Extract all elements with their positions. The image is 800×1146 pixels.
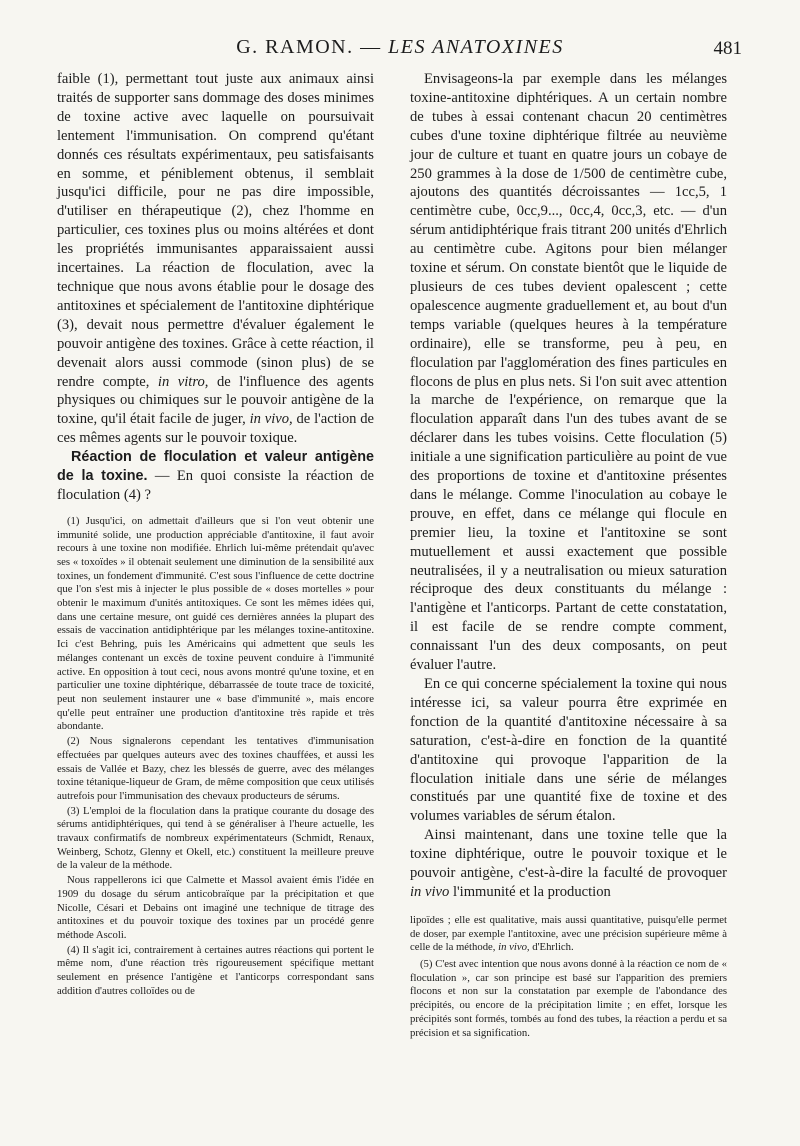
left-column — [57, 70, 374, 998]
footnote: Nous rappellerons ici que Calmette et Massol avaient émis l'idée en 1909 du dosage du sérum anticobraïque par la précipitation et que Nicolle, Césari et Debains ont imaginé une technique de titrage des antitoxines et du pouvoir toxique des toxines par un procédé genre méthode Ascoli. — [57, 874, 374, 941]
body-paragraph: En ce qui concerne spécialement la toxine qui nous intéresse ici, sa valeur pourra être exprimée en fonction de la quantité d'antitoxine nécessaire à sa saturation, c'est-à-dire en fonction de la quantité d'antitoxine qui provoque l'apparition de la floculation initiale dans une série de mélanges constitués par une quantité fixe de toxine et des volumes variables de sérum étalon. — [410, 676, 727, 825]
footnote: (3) L'emploi de la floculation dans la pratique courante du dosage des sérums antidiphtériques, qui tend à se généraliser à l'heure actuelle, les travaux confirmatifs de nombreux expérimentateurs (Schmidt, Renaux, Weinberg, Schotz, Glenny et Okell, etc.) constituent la meilleure preuve de la valeur de la méthode. — [57, 804, 374, 872]
body-paragraph: Envisageons-la par exemple dans les mélanges toxine-antitoxine diphtériques. A un certain nombre de tubes à essai contenant chacun 20 centimètres cubes d'une toxine diphtérique filtrée au neuvième jour de culture et tuant en quatre jours un cobaye de 250 grammes à la dose de 1/500 de centimètre cube, ajoutons des quantités décroissantes — 1cc,5, 1 centimètre cube, 0cc,9..., 0cc,4, 0cc,3, etc. — d'un sérum antidiphtérique frais titrant 200 unités d'Ehrlich au centimètre cube. Agitons pour bien mélanger toxine et sérum. On constate bientôt que le liquide de plusieurs de ces tubes devient opalescent ; cette opalescence augmente graduellement et, au bout d'un temps variable (quelques heures à la température ordinaire), elle se transforme, peu à peu, en floculation par l'agglomération des fines particules en flocons de plus en plus nets. Si l'on suit avec attention la marche de l'expérience, on remarque que la floculation apparaît dans l'un des tubes avant de se déclarer dans les tubes voisins. Cette floculation (5) initiale a une signification particulière au point de vue des proportions de toxine et d'antitoxine présentes dans le mélange. Comme l'inoculation au cobaye le prouve, en effet, dans ce mélange qui flocule en premier lieu, la toxine et l'antitoxine se sont mutuellement et aussi exactement que possible neutralisées, il y a neutralisation ou mieux saturation réciproque des deux constituants du mélange : l'antigène et l'anticorps. Partant de cette constatation, il est facile de se rendre compte comment, connaissant l'un des deux composants, on peut évaluer l'autre. — [410, 71, 727, 674]
right-column — [410, 70, 727, 1040]
footnote: (4) Il s'agit ici, contrairement à certaines autres réactions qui portent le même nom, d'une réaction très rigoureusement spécifique mettant seulement en présence l'antigène et l'anticorps correspondant sans addition d'autres colloïdes ou de — [57, 943, 374, 997]
running-head-author: G. RAMON. — — [236, 36, 382, 58]
running-head — [58, 36, 742, 59]
footnote-continuation: lipoïdes ; elle est qualitative, mais aussi quantitative, puisqu'elle permet de doser, par exemple l'antitoxine, avec une précision supérieure même à celle de la méthode, in vivo, d'Ehrlich. — [410, 913, 727, 954]
section-paragraph — [57, 448, 374, 505]
footnote: (2) Nous signalerons cependant les tentatives d'immunisation effectuées par quelques auteurs avec des toxines chauffées, et aussi les essais de Vallée et Bazy, chez les blessés de guerre, avec des mélanges toxine tétanique-liqueur de Gram, de même composition que ceux utilisés autrefois pour l'immunisation des chevaux producteurs de sérums. — [57, 735, 374, 802]
footnotes-left — [57, 515, 374, 999]
section-heading: Réaction de floculation et valeur antigène de la toxine. — [57, 449, 374, 485]
section-text: — En quoi consiste la réaction de floculation (4) ? — [57, 468, 375, 503]
page-number: 481 — [713, 38, 742, 59]
footnotes-right — [410, 914, 727, 1040]
running-head-title: LES ANATOXINES — [388, 36, 564, 58]
footnote: (1) Jusqu'ici, on admettait d'ailleurs que si l'on veut obtenir une immunité solide, une production appréciable d'antitoxine, il faut avoir recours à une toxine non modifiée. Ehrlich lui-même prétendait qu'avec ses « toxoïdes » il obtenait seulement une diminution de la sensibilité aux toxines, un fondement d'immunité. C'est sous l'influence de cette doctrine que l'on s'est mis à injecter le plus possible de « doses mortelles » pour obtenir le maximum d'unités antitoxiques. Ce sont les mêmes idées qui, dans une certaine mesure, ont guidé ces dernières années la plupart des essais de vaccination antidiphtérique par les mélanges toxine-antitoxine. Ici c'est Behring, puis les Américains qui admettent que seuls les mélanges contenant un excès de toxine peuvent conduire à l'immunité active. En opposition à tout ceci, nous avons montré qu'une toxine, et en particulier une toxine diphtérique, débarrassée de toute trace de toxicité, peut non seulement instaurer une « base d'immunité », mais encore qu'elle peut entraîner une production d'antitoxine très rapide et très abondante. — [57, 514, 374, 733]
body-paragraph: Ainsi maintenant, dans une toxine telle que la toxine diphtérique, outre le pouvoir toxique et le pouvoir antigène, c'est-à-dire la faculté de provoquer in vivo l'immunité et la production — [410, 827, 727, 900]
body-paragraph: faible (1), permettant tout juste aux animaux ainsi traités de supporter sans dommage des doses minimes de toxine active avec laquelle on poursuivait lentement l'immunisation. On comprend qu'étant donnés ces résultats expérimentaux, peu satisfaisants en somme, et péniblement obtenus, il semblait jusqu'ici difficile, pour ne pas dire impossible, d'utiliser en thérapeutique (2), chez l'homme en particulier, ces toxines plus ou moins altérées et dont les propriétés immunisantes apparaissaient aussi incertaines. La réaction de floculation, avec la technique que nous avons établie pour le dosage des antitoxines et spécialement de l'antitoxine diphtérique (3), devait nous permettre d'évaluer également le pouvoir antigène des toxines. Grâce à cette réaction, il devenait alors aussi commode (sinon plus) de se rendre compte, in vitro, de l'influence des agents physiques ou chimiques sur le pouvoir antigène de la toxine, qu'il était facile de juger, in vivo, de l'action de ces mêmes agents sur le pouvoir toxique. — [57, 71, 374, 447]
footnote: (5) C'est avec intention que nous avons donné à la réaction ce nom de « floculation », car son principe est basé sur l'apparition des premiers flocons et non sur la constatation par exemple de l'abondance des précipités, ou encore de la précipitation limite ; en effet, lorsque les précipités sont formés, tombés au fond des tubes, la réaction a perdu et sa précision et sa signification. — [410, 957, 727, 1039]
